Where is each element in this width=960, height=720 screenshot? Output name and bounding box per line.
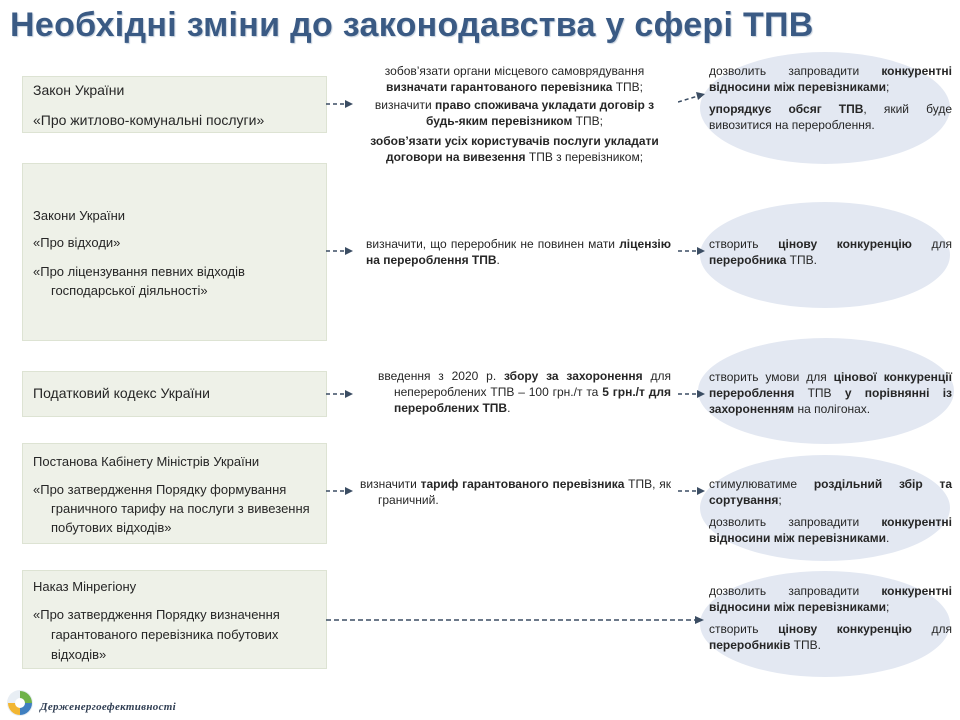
law-title: «Про затвердження Порядку визначення гарантованого перевізника побутових відходів» [33,607,280,662]
right-text-4 [709,476,952,552]
law-type: Постанова Кабінету Міністрів України [33,454,260,469]
law-title: «Про відходи» [33,235,121,250]
arrow-left-mid-4 [326,485,354,497]
mid-item: введення з 2020 р. збору за захоронення для неперероблених ТПВ – 100 грн./т та 5 грн./т для перероблених ТПВ. [378,369,672,415]
law-box-cabinet [22,443,327,544]
law-box-minregion [22,570,327,669]
right-text-5 [709,583,952,659]
law-title: «Про ліцензування певних відходів господарської діяльності» [33,264,245,298]
result-item: дозволить запровадити конкурентні відносини між перевізниками. [709,515,952,545]
result-item: дозволить запровадити конкурентні відносини між перевізниками; [709,584,952,614]
result-item: дозволить запровадити конкурентні відносини між перевізниками; [709,64,952,94]
law-type: Закон України [33,82,125,98]
mid-text-4 [358,476,671,508]
mid-item: зобов’язати усіх користувачів послуги укладати договори на вивезення ТПВ з перевізником; [370,134,659,164]
mid-text-2 [358,236,671,268]
arrow-left-mid-3 [326,388,354,400]
result-item: створить цінову конкуренцію для переробника ТПВ. [709,237,952,267]
mid-item: зобов’язати органи місцевого самоврядування визначати гарантованого перевізника ТПВ; [384,64,645,94]
result-item: упорядкує обсяг ТПВ, який буде вивозитися на перероблення. [709,102,952,132]
arrow-left-mid-2 [326,245,354,257]
law-type: Наказ Мінрегіону [33,579,137,594]
law-box-housing [22,76,327,133]
arrow-long-5 [326,614,706,626]
mid-item: визначити право споживача укладати договір з будь-яким перевізником ТПВ; [374,98,655,128]
right-text-1 [709,63,952,139]
law-title: «Про житлово-комунальні послуги» [33,112,265,128]
arrow-mid-right-3 [678,388,706,400]
mid-text-1 [358,63,671,165]
mid-item: визначити тариф гарантованого перевізника ТПВ, як граничний. [360,477,672,507]
arrow-mid-right-2 [678,245,706,257]
agency-logo-text: Держенергоефективності [40,701,176,713]
right-text-2 [709,236,952,274]
law-type: Закони України [33,208,126,223]
arrow-left-mid-1 [326,98,354,110]
result-item: стимулюватиме роздільний збір та сортування; [709,477,952,507]
agency-logo-icon [5,688,35,718]
law-title: Податковий кодекс України [33,385,210,401]
arrow-mid-right-4 [678,485,706,497]
right-text-3 [709,369,952,423]
mid-text-3 [358,368,671,416]
page-title: Необхідні зміни до законодавства у сфері ТПВ [10,6,814,44]
mid-item: визначити, що переробник не повинен мати ліцензію на перероблення ТПВ. [366,237,671,267]
law-box-tax [22,371,327,417]
result-item: створить цінову конкуренцію для переробників ТПВ. [709,622,952,652]
result-item: створить умови для цінової конкуренції перероблення ТПВ у порівнянні із захороненням на полігонах. [709,370,952,416]
law-title: «Про затвердження Порядку формування граничного тарифу на послуги з вивезення побутових відходів» [33,482,310,535]
arrow-mid-right-1 [678,91,706,105]
law-box-waste [22,163,327,341]
